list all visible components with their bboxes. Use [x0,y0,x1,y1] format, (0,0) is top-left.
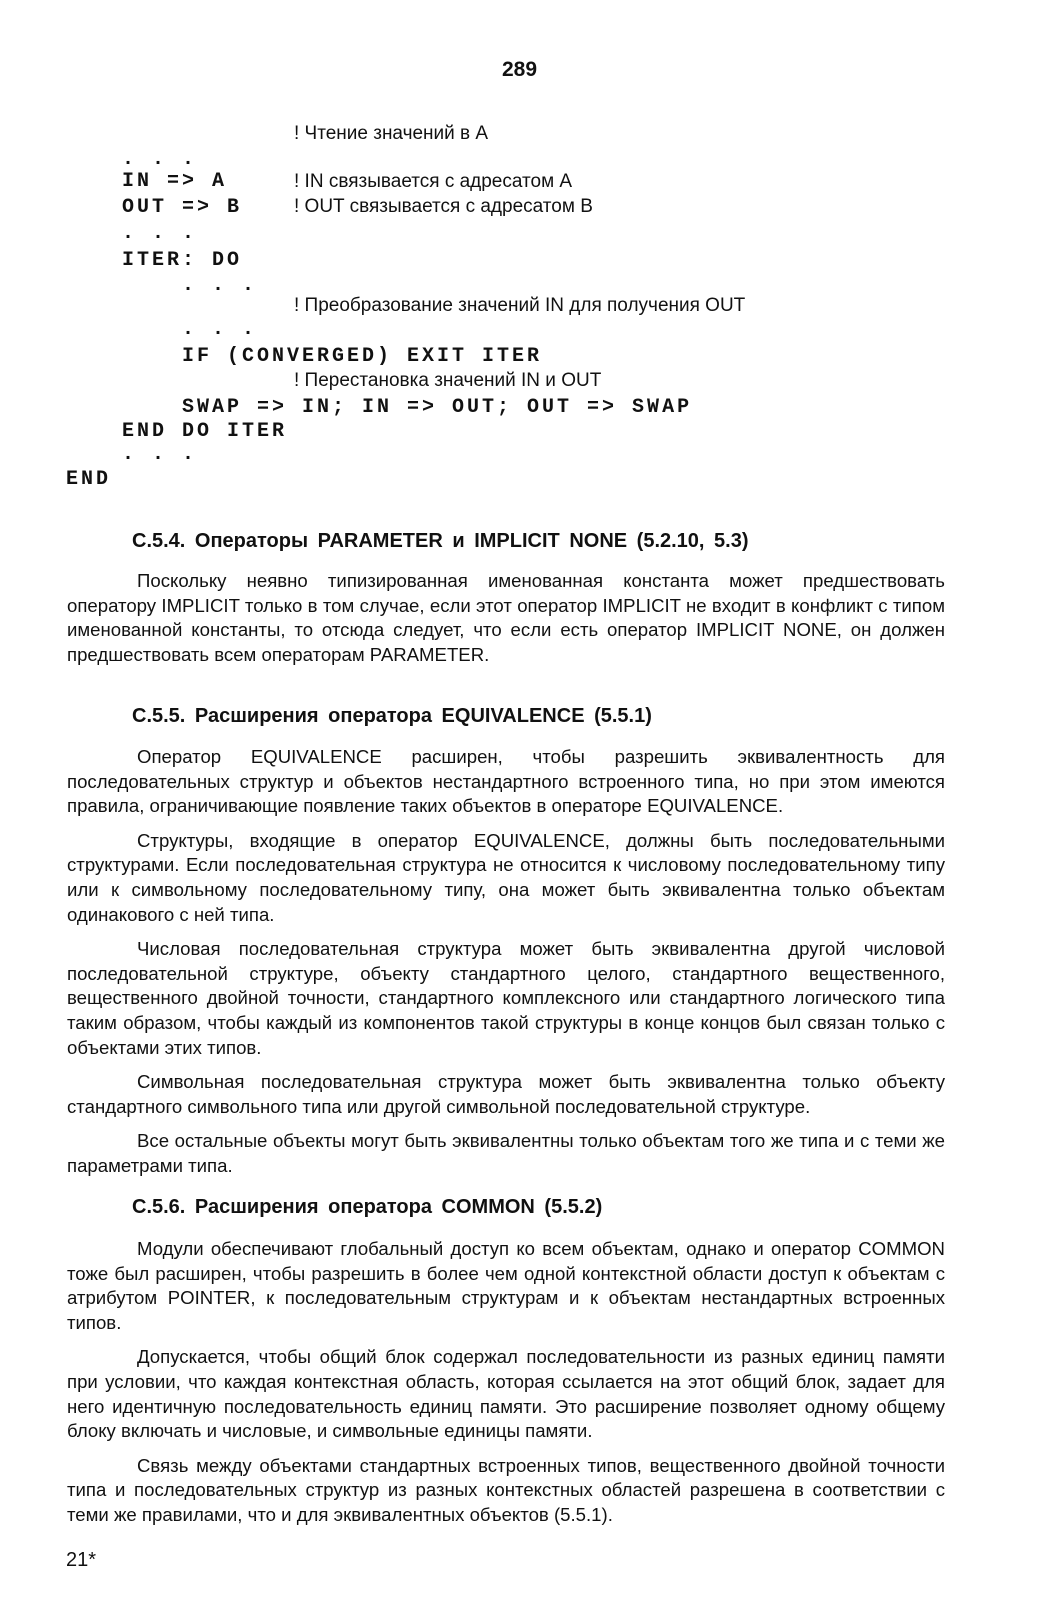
code-swap-line: SWAP => IN; IN => OUT; OUT => SWAP [182,396,693,419]
comment-in-assoc: ! IN связывается с адресатом A [294,171,573,192]
paragraph: Структуры, входящие в оператор EQUIVALENCE, должны быть последовательными структурами. Если последовательная структура не относится к числовому последовательному типу или к символьному последовательному типу, она может быть эквивалентна только объектам одинакового с ней типа. [67,829,945,925]
paragraph: Все остальные объекты могут быть эквивалентны только объектам того же типа и с теми же параметрами типа. [67,1130,945,1176]
code-dots-2: . . . [122,222,198,245]
page-number: 289 [501,58,538,81]
section-heading-5-6: С.5.6. Расширения оператора COMMON (5.5.2) [132,1196,603,1218]
paragraph: Оператор EQUIVALENCE расширен, чтобы разрешить эквивалентность для последовательных структур и объектов нестандартного встроенного типа, но при этом имеются правила, ограничивающие появление таких объектов в операторе EQUIVALENCE. [67,746,945,817]
paragraph: Связь между объектами стандартных встроенных типов, вещественного двойной точности типа и последовательных структур из разных контекстных областей разрешена в соответствии с теми же правилами, что и для эквивалентных объектов (5.5.1). [67,1454,945,1525]
paragraph: Символьная последовательная структура может быть эквивалентна только объекту стандартного символьного типа или другой символьной последовательной структуре. [67,1071,945,1117]
code-out-line: OUT => B [122,196,243,219]
code-if-line: IF (CONVERGED) EXIT ITER [182,345,543,368]
comment-read-values: ! Чтение значений в A [294,123,489,144]
code-dots-5: . . . [122,443,198,466]
section-body-5-5 [67,745,945,1179]
code-in-line: IN => A [122,170,228,193]
code-iter-line: ITER: DO [122,249,243,272]
paragraph: Поскольку неявно типизированная именованная константа может предшествовать оператору IMPLICIT только в том случае, если этот оператор IMPLICIT не входит в конфликт с типом именованной константы, то отсюда следует, что если есть оператор IMPLICIT NONE, он должен предшествовать всем операторам PARAMETER. [67,570,945,665]
comment-swap: ! Перестановка значений IN и OUT [294,370,602,391]
paragraph: Модули обеспечивают глобальный доступ ко всем объектам, однако и оператор COMMON тоже был расширен, чтобы разрешить в более чем одной контекстной области доступ к объектам с атрибутом POINTER, к последовательным структурам и к объектам нестандартных встроенных типов. [67,1238,945,1333]
code-end-do-line: END DO ITER [122,420,288,443]
section-heading-5-4: С.5.4. Операторы PARAMETER и IMPLICIT NONE (5.2.10, 5.3) [132,530,749,552]
paragraph: Числовая последовательная структура может быть эквивалентна другой числовой последовательной структуре, объекту стандартного целого, стандартного вещественного, вещественного двойной точности, стандартного комплексного или стандартного логического типа таким образом, чтобы каждый из компонентов такой структуры в конце концов был связан только с объектами этих типов. [67,938,945,1058]
comment-out-assoc: ! OUT связывается с адресатом B [294,196,593,217]
section-body-5-4 [67,569,945,667]
code-dots-1: . . . [122,148,198,171]
paragraph: Допускается, чтобы общий блок содержал последовательности из разных единиц памяти при условии, что каждая контекстная область, которая ссылается на этот общий блок, задает для него идентичную последовательность единиц памяти. Это расширение позволяет одному общему блоку включать и числовые, и символьные единицы памяти. [67,1346,945,1442]
code-end-line: END [66,468,112,491]
comment-transform: ! Преобразование значений IN для получения OUT [294,295,746,316]
section-body-5-6 [67,1237,945,1528]
section-heading-5-5: С.5.5. Расширения оператора EQUIVALENCE (5.5.1) [132,705,652,727]
signature-mark: 21* [66,1549,97,1571]
code-dots-3: . . . [182,274,258,297]
code-dots-4: . . . [182,318,258,341]
